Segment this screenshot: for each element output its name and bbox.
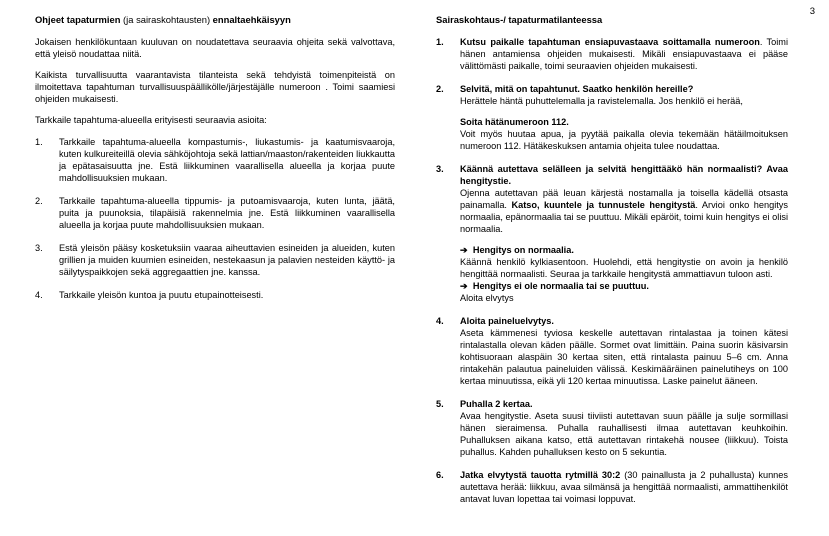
bold-text: Katso, kuuntele ja tunnustele hengitystä bbox=[511, 200, 696, 210]
heading-part: Ohjeet tapaturmien bbox=[35, 14, 121, 25]
item-text bbox=[460, 244, 788, 280]
item-text bbox=[460, 116, 788, 152]
list-item bbox=[436, 36, 788, 72]
bold-text: Kutsu paikalle tapahtuman ensiapuvastaava soittamalla numeroon bbox=[460, 37, 760, 47]
heading-part: (ja sairaskohtausten) bbox=[120, 14, 213, 25]
item-number: 3. bbox=[436, 164, 444, 174]
bold-text: Hengitys ei ole normaalia tai se puuttuu. bbox=[472, 281, 649, 291]
item-text bbox=[460, 398, 788, 458]
bold-text: Jatka elvytystä tauotta rytmillä 30:2 bbox=[460, 470, 621, 480]
body-text: . Arvioi onko hengitys normaalia, epänormaalia tai se puuttuu. Mikäli epäröit, toimi kuin hengitys ei olisi normaalia. bbox=[460, 200, 788, 234]
item-text bbox=[460, 469, 788, 505]
item-text: Tarkkaile tapahtuma-alueella kompastumis-, liukastumis- ja kaatumisvaaroja, kuten kulkureiteillä olevia sähköjohtoja sekä lattian/maaston/rakenteiden liukkautta ja epätasaisuutta jne. Estä liikkuminen vaarallisella alueella ja korjaa puute mahdollisuuksien mukaan. bbox=[59, 137, 395, 183]
list-item bbox=[436, 398, 788, 458]
bold-text: Soita hätänumeroon 112. bbox=[460, 117, 569, 127]
emergency-heading: Sairaskohtaus-/ tapaturmatilanteessa bbox=[436, 14, 603, 25]
body-text: Voit myös huutaa apua, ja pyytää paikalla olevia tekemään hätäilmoituksen numeroon 112. Hätäkeskuksen antamia ohjeita tulee noudattaa. bbox=[460, 129, 788, 151]
item-text bbox=[460, 36, 788, 72]
item-number: 4. bbox=[436, 316, 444, 326]
body-text: Aseta kämmenesi tyviosa keskelle autettavan rintalastaa ja toinen kätesi rintalastalla olevan käden päälle. Sormet ovat limittäin. Paina suorin käsivarsin kohtisuoraan alaspäin 30 kertaa siten, että rintalasta painuu 5–6 cm. Anna rintakehän palautua paineluiden välissä. Keskimääräinen painelutiheys on 100 kertaa minuutissa, eikä yli 120 kertaa minuutissa. Laske painelut ääneen. bbox=[460, 328, 788, 386]
item-number: 1. bbox=[35, 137, 43, 147]
body-text: Aloita elvytys bbox=[460, 293, 514, 303]
body-text: Avaa hengitystie. Aseta suusi tiiviisti autettavan suun päälle ja sulje sormillasi hänen sieraimensa. Puhalla rauhallisesti ilmaa autettavan keuhkoihin. Puhalluksen aikana katso, että autettavan rintakehä nousee (liikkuu). Toista puhallus. Kahden puhalluksen kesto on 5 sekuntia. bbox=[460, 411, 788, 457]
item-number: 6. bbox=[436, 470, 444, 480]
list-item bbox=[436, 83, 788, 152]
item-number: 4. bbox=[35, 290, 43, 300]
list-item bbox=[35, 289, 395, 301]
bold-text: Puhalla 2 kertaa. bbox=[460, 399, 533, 409]
item-text bbox=[460, 315, 788, 387]
prevention-heading bbox=[35, 14, 395, 26]
item-text bbox=[460, 83, 788, 107]
arrow-icon: ➔ bbox=[460, 281, 468, 291]
list-item bbox=[35, 195, 395, 231]
body-text: (30 painallusta ja 2 puhallusta) bbox=[620, 470, 755, 480]
item-number: 2. bbox=[436, 84, 444, 94]
item-text bbox=[460, 163, 788, 235]
intro-paragraph: Jokaisen henkilökuntaan kuuluvan on noudatettava seuraavia ohjeita sekä valvottava, että yleisö noudattaa niitä. bbox=[35, 37, 395, 59]
bold-text: Hengitys on normaalia. bbox=[472, 245, 574, 255]
item-number: 5. bbox=[436, 399, 444, 409]
list-item bbox=[35, 136, 395, 184]
item-text: Tarkkaile tapahtuma-alueella tippumis- ja putoamisvaaroja, kuten lunta, jäätä, puita ja puunoksia, tilapäisiä rakennelmia jne. Estä liikkuminen vaarallisella alueella ja korjaa puute mahdollisuuksien mukaan. bbox=[59, 196, 395, 230]
bold-text: Käännä autettava selälleen ja selvitä hengittääkö hän normaalisti? Avaa hengitystie. bbox=[460, 164, 788, 186]
list-item bbox=[436, 163, 788, 304]
item-number: 1. bbox=[436, 37, 444, 47]
body-text: . Toimi hänen antamiensa ohjeiden mukaisesti. Mikäli ensiapuvastaava ei pääse välittömästi paikalle, toimi seuraavien ohjeiden mukaisesti. bbox=[460, 37, 788, 71]
page-number: 3 bbox=[809, 6, 815, 17]
bold-text: Selvitä, mitä on tapahtunut. Saatko henkilön hereille? bbox=[460, 84, 694, 94]
list-item bbox=[35, 242, 395, 278]
intro-paragraph: Kaikista turvallisuutta vaarantavista tilanteista sekä tehdyistä toimenpiteistä on ilmoitettava tapahtuman turvallisuuspäällikölle/järjestäjälle numeroon . Toimi saamiesi ohjeiden mukaisesti. bbox=[35, 70, 395, 104]
arrow-icon: ➔ bbox=[460, 245, 468, 255]
list-item bbox=[436, 315, 788, 387]
item-text bbox=[460, 280, 788, 304]
item-text: Tarkkaile yleisön kuntoa ja puutu etupainotteisesti. bbox=[59, 290, 264, 300]
item-number: 3. bbox=[35, 243, 43, 253]
bold-text: Aloita paineluelvytys. bbox=[460, 316, 554, 326]
prevention-list bbox=[35, 136, 395, 301]
prevention-column bbox=[35, 14, 395, 312]
emergency-column bbox=[436, 14, 788, 516]
item-text: Estä yleisön pääsy kosketuksiin vaaraa aiheuttavien esineiden ja alueiden, kuten grillien ja muiden kuumien esineiden, nestekaasun ja palavien nesteiden käyttö- ja säilytyspaikkojen sekä aggregaattien jne. kanssa. bbox=[59, 243, 395, 277]
body-text: kunnes autettava herää: liikkuu, avaa silmänsä ja hengittää normaalisti, ammattihenkilöt antavat luvan lopettaa tai voimasi loppuvat. bbox=[460, 470, 788, 504]
heading-part: ennaltaehkäisyyn bbox=[212, 14, 291, 25]
item-number: 2. bbox=[35, 196, 43, 206]
body-text: Käännä henkilö kylkiasentoon. Huolehdi, että hengitystie on avoin ja henkilö hengittää normaalisti. Seuraa ja tarkkaile hengitystä ammattiavun tuloon asti. bbox=[460, 257, 788, 279]
body-text: Ojenna autettavan pää leuan kärjestä nostamalla ja toisella kädellä otsasta painamalla. bbox=[460, 188, 788, 210]
intro-paragraph: Tarkkaile tapahtuma-alueella erityisesti seuraavia asioita: bbox=[35, 115, 267, 125]
body-text: Herättele häntä puhuttelemalla ja ravistelemalla. Jos henkilö ei herää, bbox=[460, 96, 743, 106]
emergency-list bbox=[436, 36, 788, 505]
list-item bbox=[436, 469, 788, 505]
